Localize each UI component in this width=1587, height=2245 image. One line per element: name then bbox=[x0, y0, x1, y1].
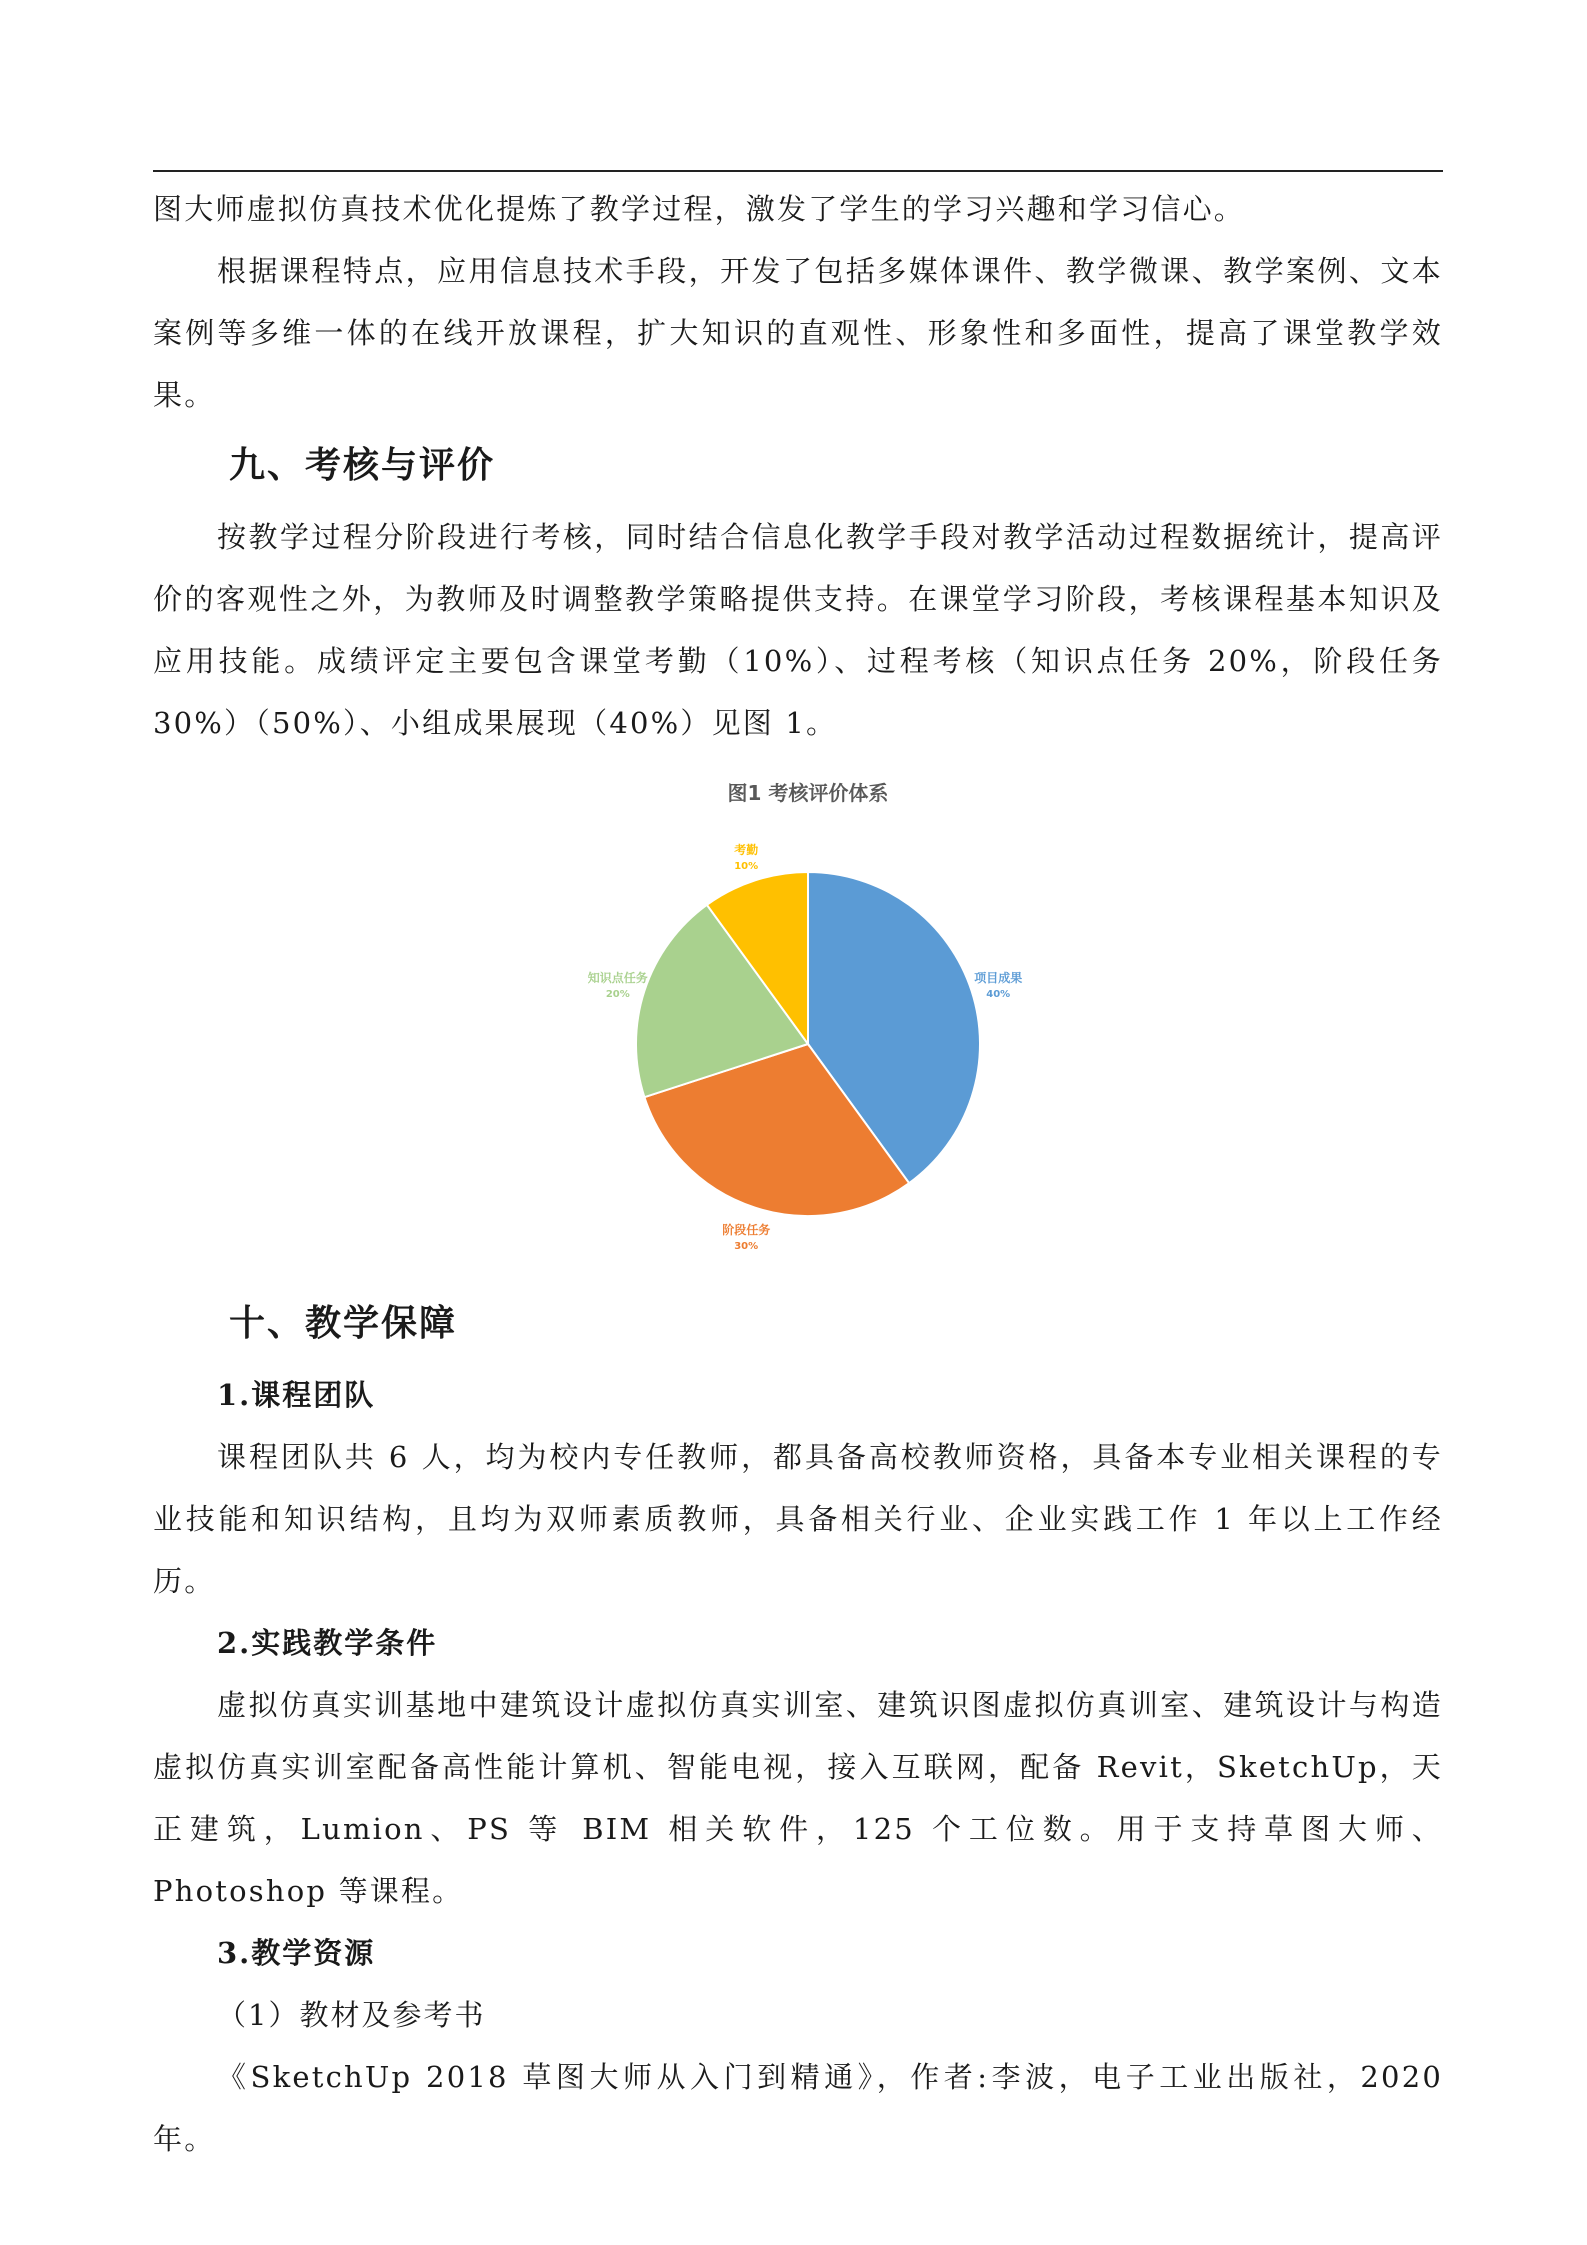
chart-title: 图1 考核评价体系 bbox=[727, 781, 889, 805]
subheading-teaching-resources: 3.教学资源 bbox=[217, 1936, 376, 1970]
paragraph-3: 按教学过程分阶段进行考核，同时结合信息化教学手段对教学活动过程数据统计，提高评价的客观性之外，为教师及时调整教学策略提供支持。在课堂学习阶段，考核课程基本知识及应用技能。成绩评定主要包含课堂考勤（10%）、过程考核（知识点任务 20%，阶段任务30%）（50%）、小组成果展现（40%）见图 1。 bbox=[153, 520, 1443, 740]
section-heading-9: 九、考核与评价 bbox=[229, 445, 496, 486]
paragraph-2: 根据课程特点，应用信息技术手段，开发了包括多媒体课件、教学微课、教学案例、文本案例等多维一体的在线开放课程，扩大知识的直观性、形象性和多面性，提高了课堂教学效果。 bbox=[153, 254, 1443, 412]
slice-value-2: 20% bbox=[605, 989, 630, 1001]
pie-chart-figure bbox=[153, 760, 1443, 1280]
slice-value-3: 10% bbox=[734, 860, 759, 872]
paragraph-6: 《SketchUp 2018 草图大师从入门到精通》，作者:李波，电子工业出版社，2020 年。 bbox=[153, 2060, 1443, 2156]
slice-value-1: 30% bbox=[734, 1241, 759, 1253]
pie-chart bbox=[153, 760, 1443, 1280]
list-item-textbooks: （1）教材及参考书 bbox=[217, 1998, 486, 2032]
header-rule bbox=[153, 170, 1443, 172]
slice-label-0: 项目成果 bbox=[974, 971, 1023, 986]
slice-value-0: 40% bbox=[986, 989, 1011, 1001]
paragraph-1: 图大师虚拟仿真技术优化提炼了教学过程，激发了学生的学习兴趣和学习信心。 bbox=[153, 192, 1246, 226]
slice-label-3: 考勤 bbox=[734, 842, 759, 857]
section-heading-10: 十、教学保障 bbox=[229, 1303, 458, 1344]
subheading-course-team: 1.课程团队 bbox=[217, 1378, 376, 1412]
paragraph-4: 课程团队共 6 人，均为校内专任教师，都具备高校教师资格，具备本专业相关课程的专业技能和知识结构，且均为双师素质教师，具备相关行业、企业实践工作 1 年以上工作经历。 bbox=[153, 1440, 1443, 1598]
paragraph-5: 虚拟仿真实训基地中建筑设计虚拟仿真实训室、建筑识图虚拟仿真训室、建筑设计与构造虚拟仿真实训室配备高性能计算机、智能电视，接入互联网，配备 Revit，SketchUp，天正建筑，Lumion、PS 等 BIM 相关软件，125 个工位数。用于支持草图大师、Photoshop 等课程。 bbox=[153, 1688, 1443, 1908]
subheading-practice-conditions: 2.实践教学条件 bbox=[217, 1626, 438, 1660]
slice-label-2: 知识点任务 bbox=[587, 971, 648, 986]
page-content bbox=[153, 178, 1443, 2170]
slice-label-1: 阶段任务 bbox=[722, 1223, 771, 1238]
